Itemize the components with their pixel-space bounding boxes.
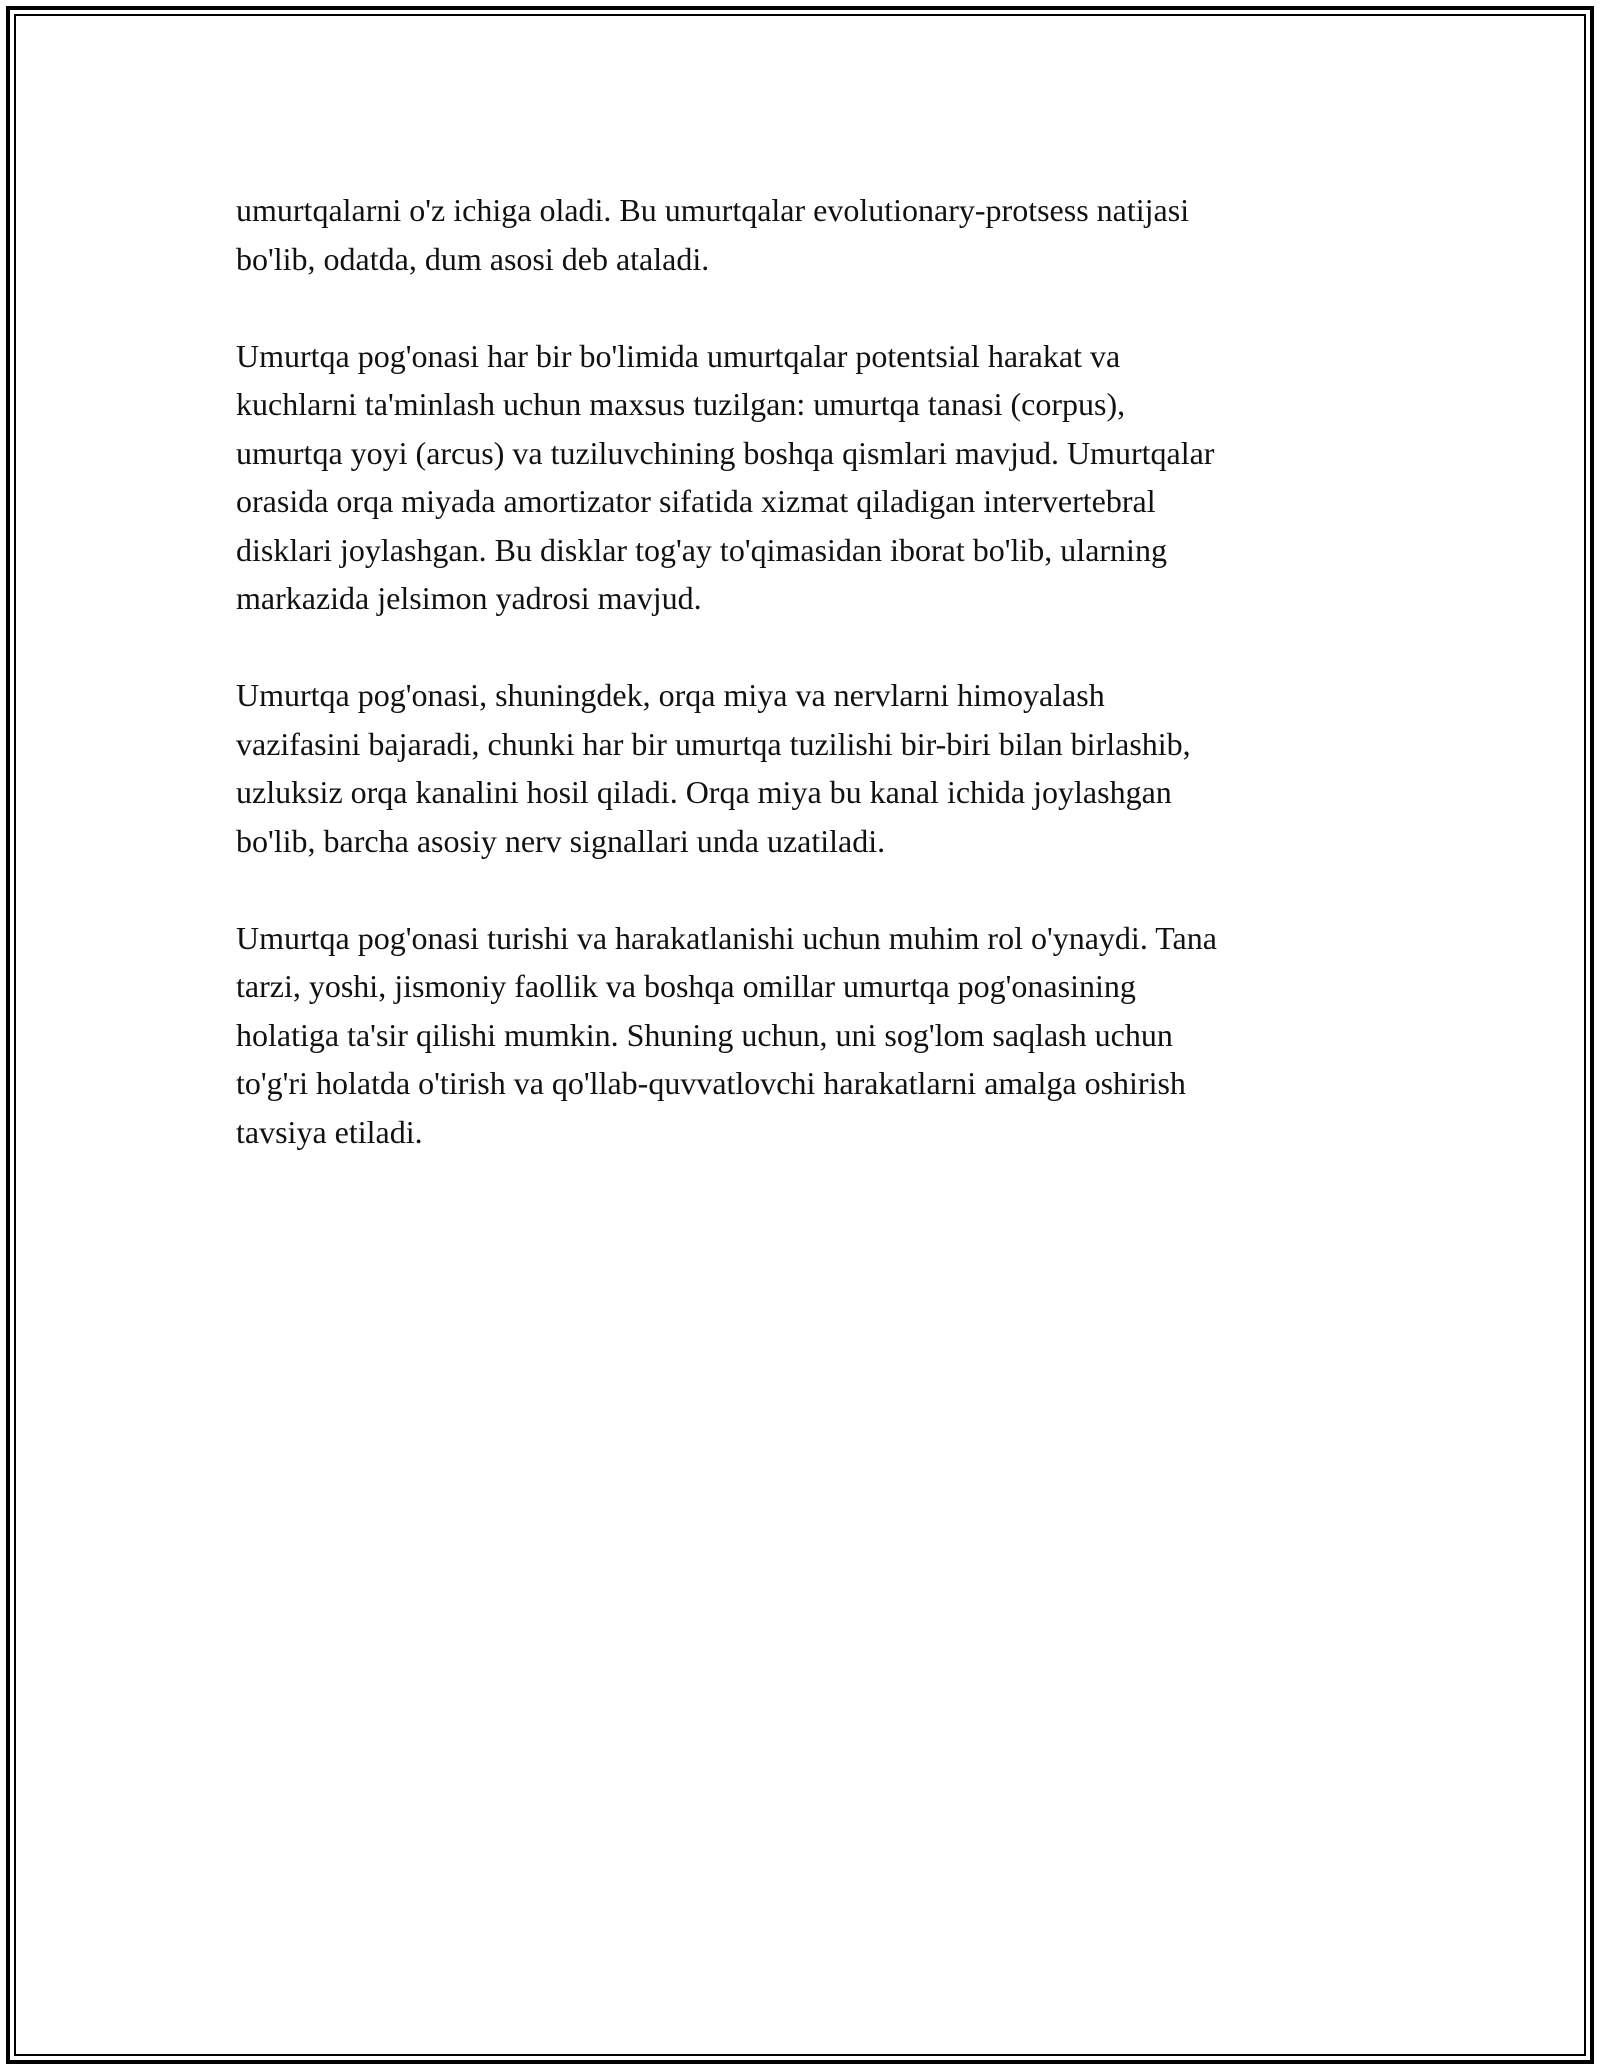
text-line: vazifasini bajaradi, chunki har bir umurtqa tuzilishi bir-biri bilan birlashib, (236, 725, 1191, 762)
text-line: bo'lib, odatda, dum asosi deb ataladi. (236, 240, 710, 277)
text-line: Umurtqa pog'onasi, shuningdek, orqa miya va nervlarni himoyalash (236, 677, 1105, 713)
text-line: tavsiya etiladi. (236, 1113, 423, 1150)
text-line: umurtqa yoyi (arcus) va tuziluvchining boshqa qismlari mavjud. Umurtqalar (236, 434, 1215, 471)
paragraph-1 (236, 186, 1366, 283)
text-line: Umurtqa pog'onasi har bir bo'limida umurtqalar potentsial harakat va (236, 337, 1121, 374)
paragraph-2 (236, 332, 1366, 623)
paragraph-3 (236, 671, 1366, 865)
text-line: disklari joylashgan. Bu disklar tog'ay to'qimasidan iborat bo'lib, ularning (236, 531, 1167, 568)
text-line: kuchlarni ta'minlash uchun maxsus tuzilgan: umurtqa tanasi (corpus), (236, 386, 1126, 422)
text-line: Umurtqa pog'onasi turishi va harakatlanishi uchun muhim rol o'ynaydi. Tana (236, 919, 1217, 956)
text-line: markazida jelsimon yadrosi mavjud. (236, 580, 702, 616)
text-line: bo'lib, barcha asosiy nerv signallari unda uzatiladi. (236, 822, 886, 859)
text-line: tarzi, yoshi, jismoniy faollik va boshqa omillar umurtqa pog'onasining (236, 968, 1136, 1004)
document-body (236, 186, 1366, 1205)
text-line: holatiga ta'sir qilishi mumkin. Shuning uchun, uni sog'lom saqlash uchun (236, 1016, 1173, 1053)
paragraph-4 (236, 914, 1366, 1157)
text-line: to'g'ri holatda o'tirish va qo'llab-quvvatlovchi harakatlarni amalga oshirish (236, 1065, 1186, 1101)
text-line: orasida orqa miyada amortizator sifatida xizmat qiladigan intervertebral (236, 483, 1156, 519)
text-line: uzluksiz orqa kanalini hosil qiladi. Orqa miya bu kanal ichida joylashgan (236, 774, 1172, 810)
text-line: umurtqalarni o'z ichiga oladi. Bu umurtqalar evolutionary-protsess natijasi (236, 192, 1190, 228)
